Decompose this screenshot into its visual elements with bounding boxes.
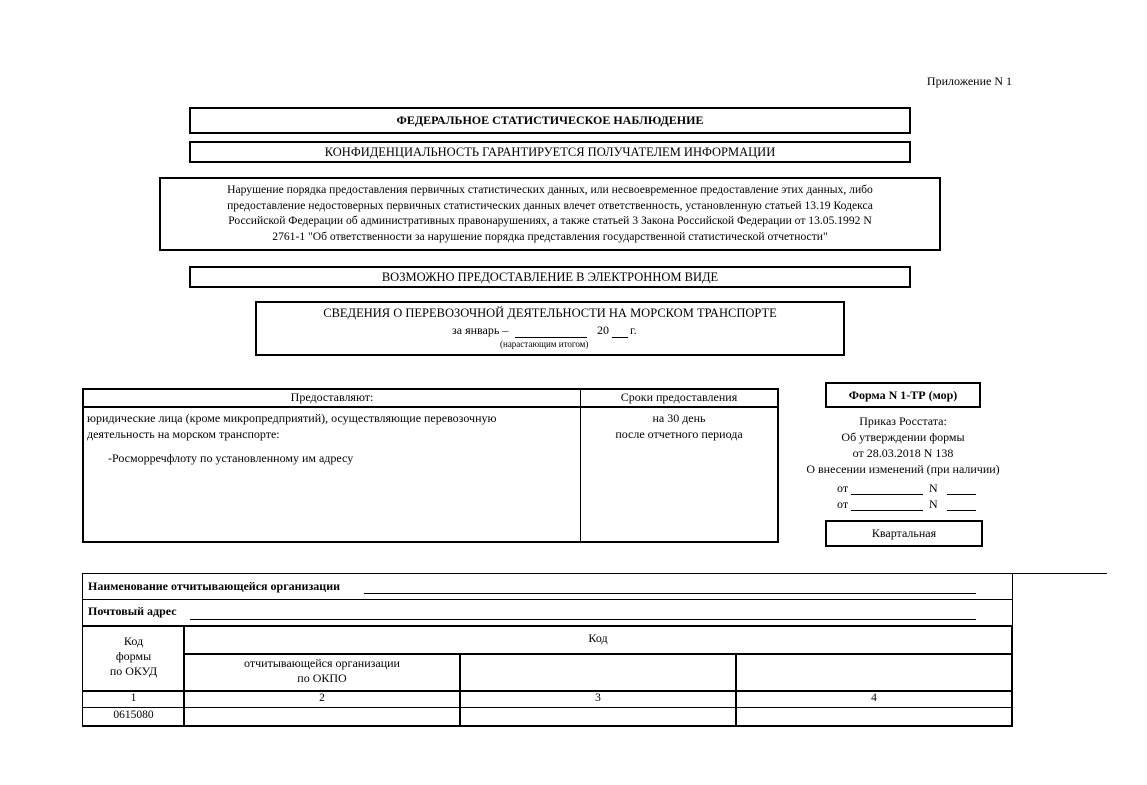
org-table-top-line	[82, 573, 1107, 574]
col-number-2: 2	[319, 692, 325, 704]
amend-n-label-2: N	[929, 497, 938, 511]
code-grid-right	[1011, 625, 1013, 726]
submit-who	[87, 410, 577, 442]
org-name-row-bottom	[82, 599, 1012, 600]
code-col3-cell[interactable]	[461, 709, 735, 725]
col-number-3: 3	[595, 692, 601, 704]
amend-from-label-2: от	[837, 497, 849, 511]
period-month-blank[interactable]	[515, 337, 587, 338]
submit-who-line: юридические лица (кроме микропредприятий), осуществляющие перевозочную	[87, 411, 497, 425]
federal-observation-text: ФЕДЕРАЛЬНОЕ СТАТИСТИЧЕСКОЕ НАБЛЮДЕНИЕ	[396, 113, 704, 127]
okpo-value-cell[interactable]	[185, 709, 459, 725]
amend-from-label-1: от	[837, 481, 849, 495]
order-line: от 28.03.2018 N 138	[852, 446, 954, 460]
submit-col1-header: Предоставляют:	[290, 390, 374, 404]
order-line: Об утверждении формы	[841, 430, 965, 444]
periodicity: Квартальная	[871, 526, 937, 540]
amend-number-blank-2[interactable]	[947, 510, 976, 511]
code-grid-bottom	[82, 725, 1013, 727]
submit-when	[581, 410, 777, 442]
code-grid-top	[82, 625, 1013, 627]
confidentiality-text: КОНФИДЕНЦИАЛЬНОСТЬ ГАРАНТИРУЕТСЯ ПОЛУЧАТЕЛЕМ ИНФОРМАЦИИ	[324, 145, 776, 159]
amend-date-blank-1[interactable]	[851, 494, 923, 495]
code-col4-cell[interactable]	[737, 709, 1011, 725]
org-name-label: Наименование отчитывающейся организации	[88, 579, 341, 593]
report-title: СВЕДЕНИЯ О ПЕРЕВОЗОЧНОЙ ДЕЯТЕЛЬНОСТИ НА МОРСКОМ ТРАНСПОРТЕ	[323, 306, 777, 320]
col-number-4: 4	[871, 692, 877, 704]
submit-col2-header: Сроки предоставления	[620, 390, 738, 404]
warning-line: предоставление недостоверных первичных статистических данных влечет ответственность, установленную статьей 13.19 Кодекса	[227, 198, 873, 212]
warning-line: Российской Федерации об административных правонарушениях, а также статьей 3 Закона Российской Федерации от 13.05.1992 N	[228, 214, 872, 227]
year-suffix: г.	[630, 323, 637, 337]
warning-box	[159, 177, 941, 251]
amend-date-blank-2[interactable]	[851, 510, 923, 511]
federal-observation-banner	[189, 107, 911, 134]
code-header: Код	[588, 631, 608, 645]
address-field[interactable]	[190, 619, 976, 620]
order-line: О внесении изменений (при наличии)	[806, 462, 1000, 476]
warning-line: Нарушение порядка предоставления первичных статистических данных, или несвоевременное предоставление этих данных, либо	[227, 183, 873, 196]
org-name-field[interactable]	[364, 593, 976, 594]
amend-number-blank-1[interactable]	[947, 494, 976, 495]
order-info	[790, 413, 1016, 477]
year-prefix: 20	[597, 323, 609, 337]
okpo-header: отчитывающейся организации по ОКПО	[244, 656, 400, 685]
confidentiality-banner	[189, 141, 911, 163]
period-note: (нарастающим итогом)	[500, 339, 589, 349]
org-table-left-line	[82, 573, 83, 726]
okud-header: Код формы по ОКУД	[109, 634, 158, 678]
electronic-text: ВОЗМОЖНО ПРЕДОСТАВЛЕНИЕ В ЭЛЕКТРОННОМ ВИДЕ	[381, 270, 719, 284]
org-table-right-line	[1012, 573, 1013, 626]
code-grid-subheader-line	[183, 653, 1013, 655]
period-prefix: за январь –	[452, 323, 509, 337]
code-grid-numbers-bottom	[82, 707, 1013, 708]
order-line: Приказ Росстата:	[859, 414, 947, 428]
form-name-box	[825, 382, 981, 408]
periodicity-box	[825, 520, 983, 547]
address-label: Почтовый адрес	[88, 604, 177, 618]
form-name: Форма N 1-ТР (мор)	[848, 388, 958, 402]
submit-who-sub: -Росморречфлоту по установленному им адресу	[108, 451, 354, 465]
electronic-banner	[189, 266, 911, 288]
submit-who-line: деятельность на морском транспорте:	[87, 427, 280, 441]
submit-table-header-divider	[82, 406, 779, 408]
year-blank[interactable]	[612, 337, 628, 338]
report-title-box	[255, 301, 845, 356]
submit-when-line: на 30 день	[652, 411, 706, 425]
submit-when-line: после отчетного периода	[615, 427, 743, 441]
okud-value: 0615080	[113, 709, 154, 721]
warning-line: 2761-1 "Об ответственности за нарушение порядка представления государственной статистической отчетности"	[272, 229, 828, 243]
amend-n-label-1: N	[929, 481, 938, 495]
col-number-1: 1	[130, 692, 137, 704]
appendix-label: Приложение N 1	[926, 74, 1012, 88]
